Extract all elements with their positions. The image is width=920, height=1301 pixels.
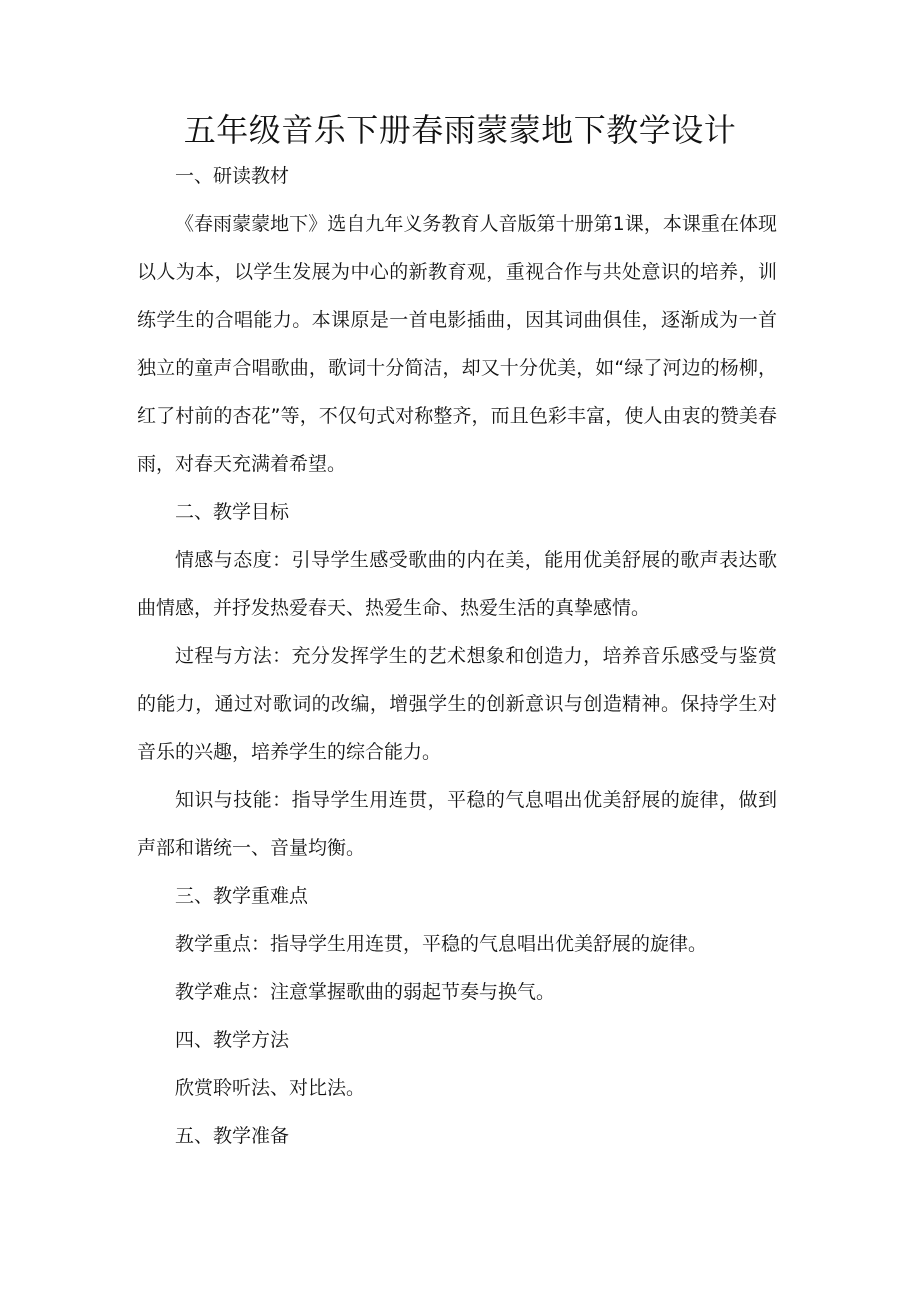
document-title: 五年级音乐下册春雨蒙蒙地下教学设计 bbox=[183, 111, 737, 149]
section-4-paragraph-1: 欣赏聆听法、对比法。 bbox=[175, 1077, 366, 1099]
section-1-paragraph-1: 《春雨蒙蒙地下》选自九年义务教育人音版第十册第1课，本课重在体现以人为本，以学生发展为中心的新教育观，重视合作与共处意识的培养，训练学生的合唱能力。本课原是一首电影插曲，因其词曲俱佳，逐渐成为一首独立的童声合唱歌曲，歌词十分简洁，却又十分优美，如“绿了河边的杨柳，红了村前的杏花”等，不仅句式对称整齐，而且色彩丰富，使人由衷的赞美春雨，对春天充满着希望。 bbox=[137, 213, 777, 475]
document-body bbox=[137, 152, 777, 1160]
section-2-paragraph-1: 情感与态度：引导学生感受歌曲的内在美，能用优美舒展的歌声表达歌曲情感，并抒发热爱春天、热爱生命、热爱生活的真挚感情。 bbox=[137, 549, 777, 619]
section-heading-5: 五、教学准备 bbox=[175, 1125, 290, 1147]
section-heading-3: 三、教学重难点 bbox=[175, 885, 309, 907]
section-3-paragraph-2: 教学难点：注意掌握歌曲的弱起节奏与换气。 bbox=[175, 981, 556, 1003]
section-3-paragraph-1: 教学重点：指导学生用连贯，平稳的气息唱出优美舒展的旋律。 bbox=[175, 933, 708, 955]
section-heading-1: 一、研读教材 bbox=[175, 165, 290, 187]
section-heading-4: 四、教学方法 bbox=[175, 1029, 290, 1051]
section-2-paragraph-3: 知识与技能：指导学生用连贯，平稳的气息唱出优美舒展的旋律，做到声部和谐统一、音量均衡。 bbox=[137, 789, 777, 859]
section-heading-2: 二、教学目标 bbox=[175, 501, 290, 523]
section-2-paragraph-2: 过程与方法：充分发挥学生的艺术想象和创造力，培养音乐感受与鉴赏的能力，通过对歌词的改编，增强学生的创新意识与创造精神。保持学生对音乐的兴趣，培养学生的综合能力。 bbox=[137, 645, 777, 763]
